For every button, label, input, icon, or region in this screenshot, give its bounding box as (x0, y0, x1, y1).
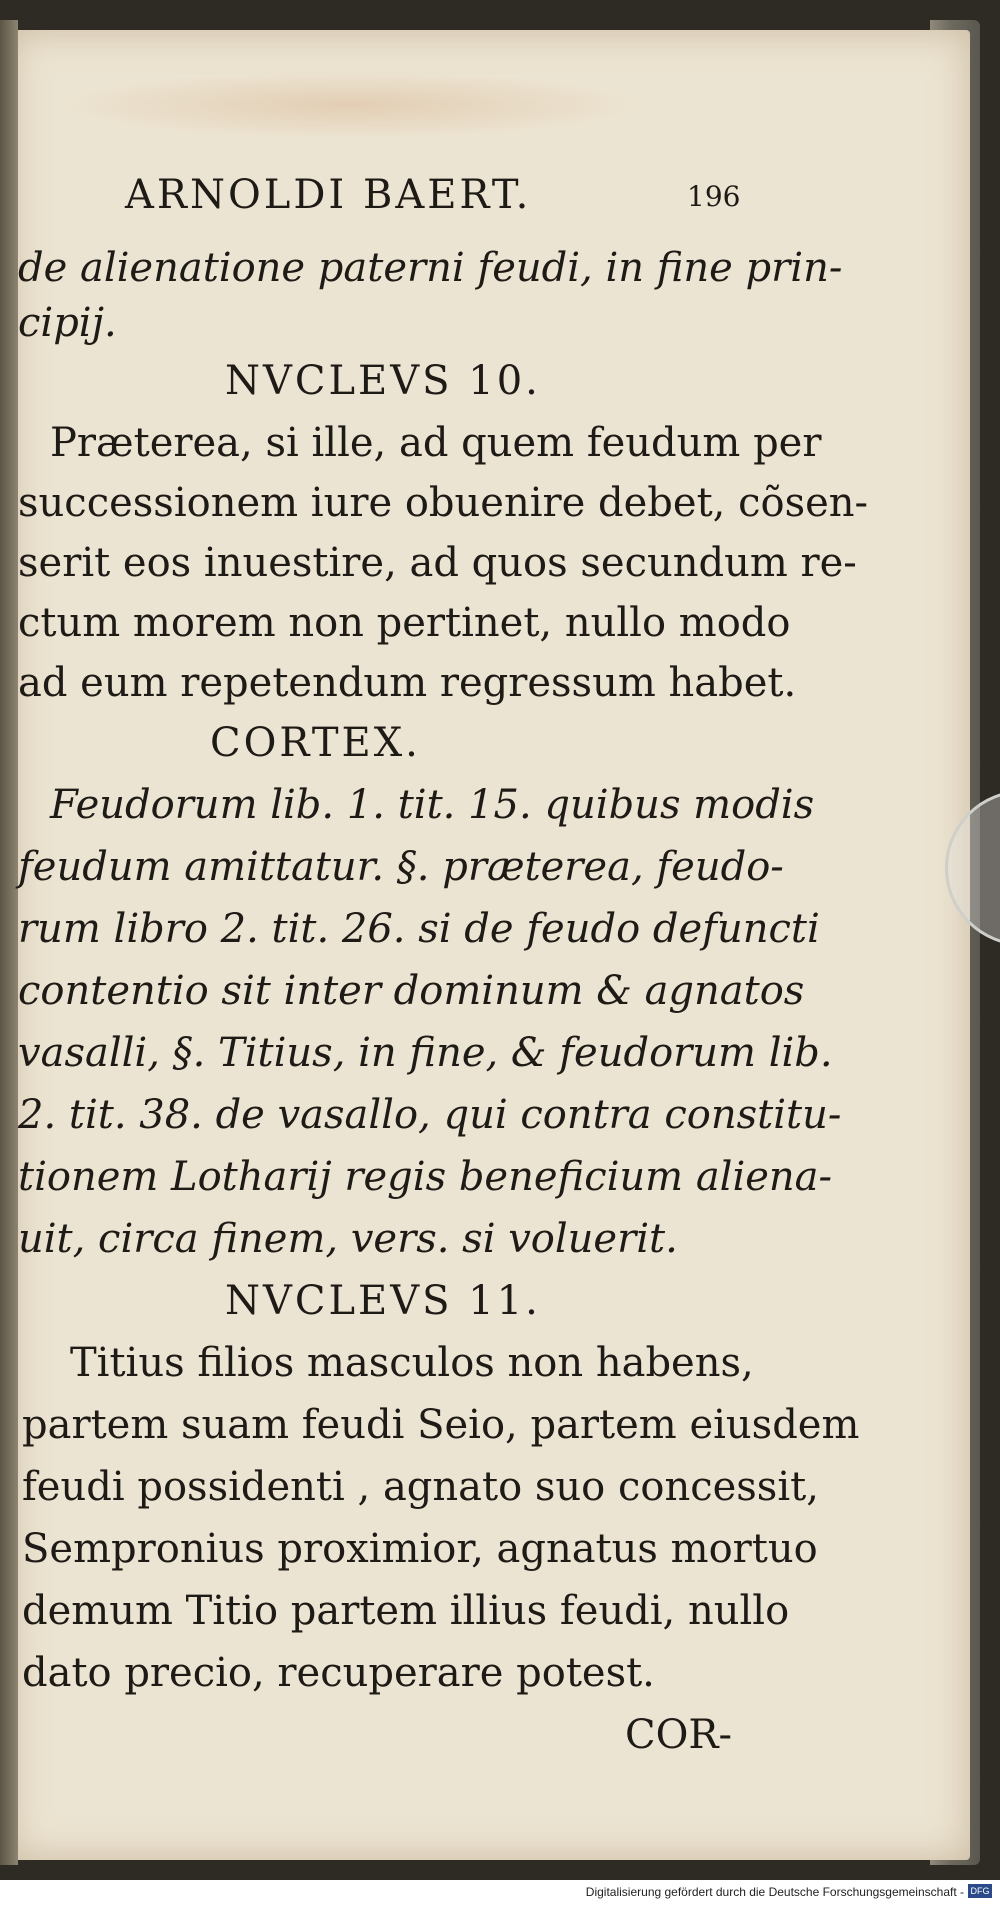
text-line: Præterea, si ille, ad quem feudum per (50, 420, 822, 466)
catchword: COR- (625, 1712, 733, 1758)
page-number: 196 (687, 180, 741, 213)
text-line: demum Titio partem illius feudi, nullo (22, 1588, 790, 1634)
text-line: cipij. (18, 300, 117, 346)
text-line: Titius filios masculos non habens, (70, 1340, 754, 1386)
dfg-logo: DFG (968, 1884, 992, 1898)
text-line: successionem iure obuenire debet, cõsen- (18, 480, 869, 526)
text-line: Feudorum lib. 1. tit. 15. quibus modis (50, 782, 815, 828)
text-line: 2. tit. 38. de vasallo, qui contra constitu- (18, 1092, 842, 1138)
paper-stain (50, 70, 650, 140)
text-line: partem suam feudi Seio, partem eiusdem (22, 1402, 860, 1448)
text-line: ad eum repetendum regressum habet. (18, 660, 797, 706)
text-line: feudum amittatur. §. præterea, feudo- (18, 844, 784, 890)
section-heading-nucleus-11: NVCLEVS 11. (225, 1278, 541, 1324)
section-heading-nucleus-10: NVCLEVS 10. (225, 358, 541, 404)
footer-credit: Digitalisierung gefördert durch die Deutsche Forschungsgemeinschaft - (585, 1885, 964, 1899)
text-line: contentio sit inter dominum & agnatos (18, 968, 805, 1014)
text-line: dato precio, recuperare potest. (22, 1650, 655, 1696)
text-line: uit, circa finem, vers. si voluerit. (18, 1216, 678, 1262)
text-line: de alienatione paterni feudi, in fine prin- (18, 245, 843, 291)
text-line: vasalli, §. Titius, in fine, & feudorum lib. (18, 1030, 833, 1076)
text-line: Sempronius proximior, agnatus mortuo (22, 1526, 818, 1572)
book-gutter (0, 20, 18, 1865)
text-line: rum libro 2. tit. 26. si de feudo defuncti (18, 906, 820, 952)
text-line: tionem Lotharij regis beneficium aliena- (18, 1154, 833, 1200)
text-line: serit eos inuestire, ad quos secundum re- (18, 540, 857, 586)
text-line: feudi possidenti , agnato suo concessit, (22, 1464, 819, 1510)
section-heading-cortex: CORTEX. (210, 720, 421, 766)
running-title: ARNOLDI BAERT. (125, 172, 532, 218)
text-line: ctum morem non pertinet, nullo modo (18, 600, 791, 646)
